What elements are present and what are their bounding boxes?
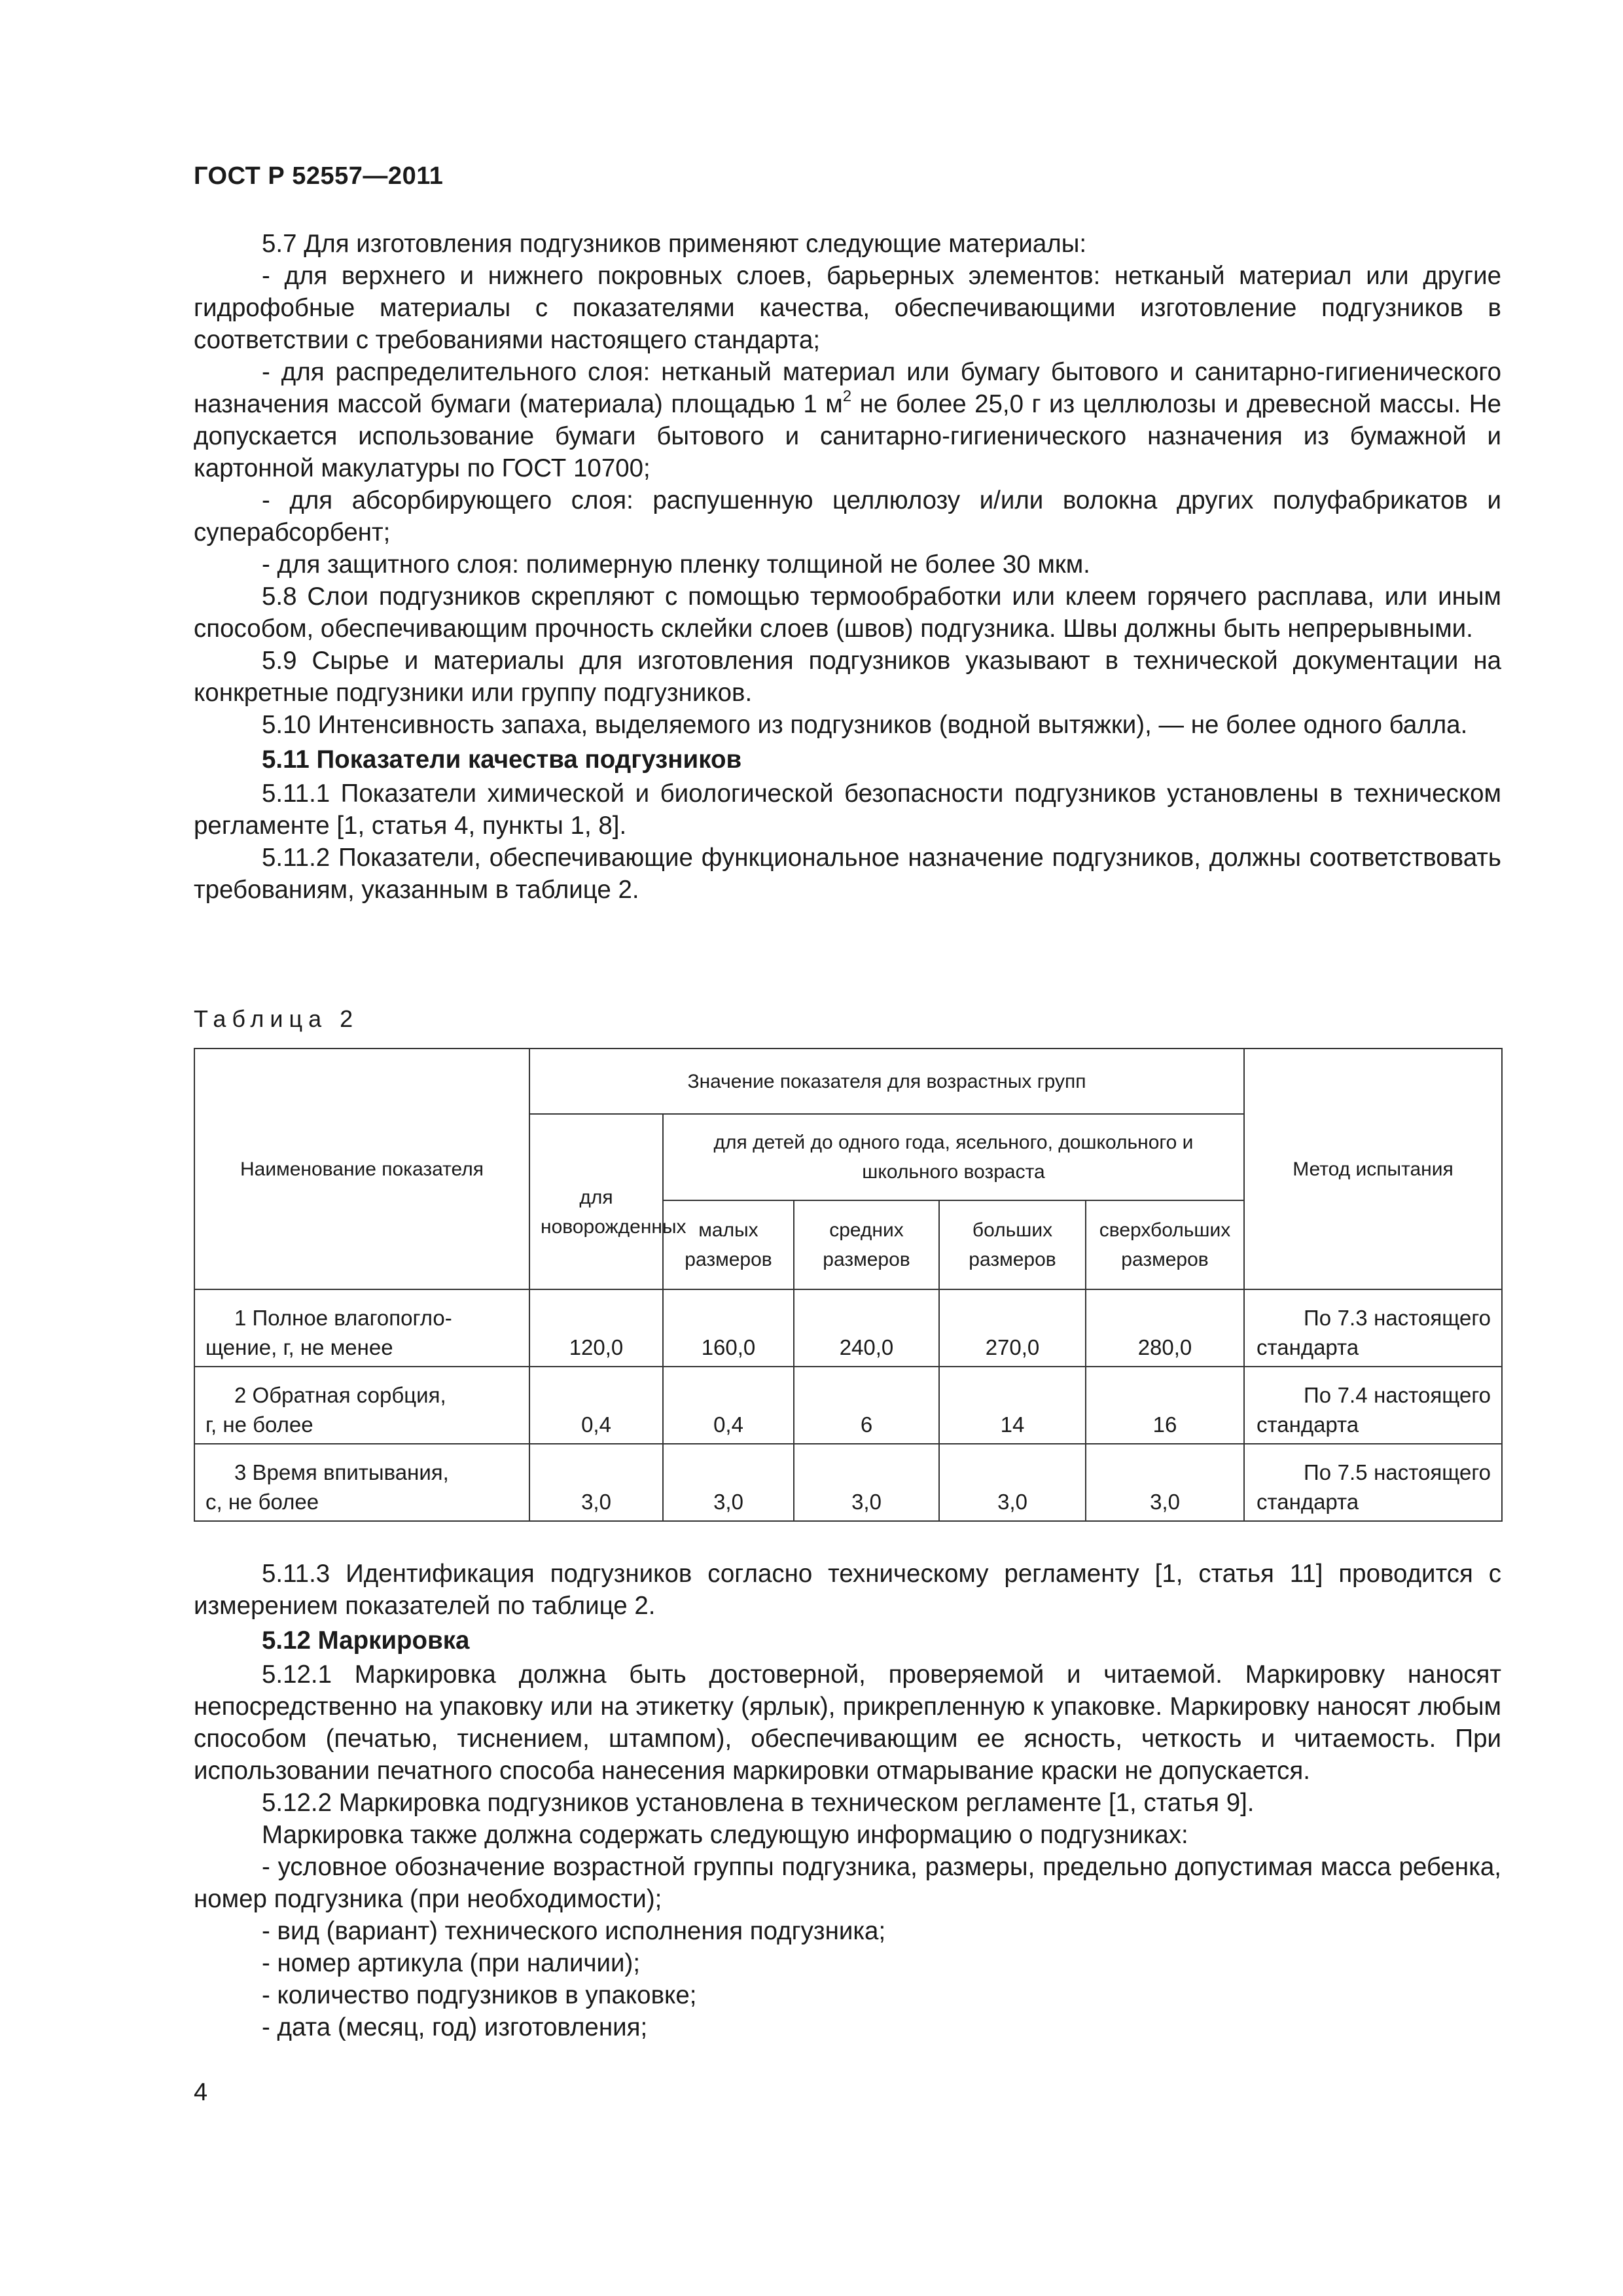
superscript: 2 — [842, 387, 852, 405]
table-row — [194, 1289, 1502, 1367]
value-xlarge: 3,0 — [1086, 1444, 1244, 1521]
list-item: - вид (вариант) технического исполнения подгузника; — [262, 1917, 886, 1945]
paragraph-5-11-1: 5.11.1 Показатели химической и биологической безопасности подгузников установлены в техническом регламенте [1, статья 4, пункты 1, 8]. — [194, 780, 1501, 840]
page-number: 4 — [194, 2079, 208, 2106]
paragraph-5-12-1: 5.12.1 Маркировка должна быть достоверной, проверяемой и читаемой. Маркировку наносят непосредственно на упаковку или на этикетку (ярлык), прикрепленную к упаковке. Маркировку наносят любым способом (печатью, тиснением, штампом), обеспечивающим ее ясность, четкость и читаемость. При использовании печатного способа нанесения маркировки отмарывание краски не допускается. — [194, 1660, 1501, 1785]
value-large: 3,0 — [939, 1444, 1086, 1521]
row-indicator-name — [194, 1367, 529, 1444]
paragraph-5-10: 5.10 Интенсивность запаха, выделяемого из подгузников (водной вытяжки), — не более одного балла. — [262, 711, 1468, 739]
header-medium: средних размеров — [794, 1200, 939, 1289]
item-2-text-b: не более 25,0 г из целлюлозы и древесной массы. Не допускается использование бумаги бытового и санитарно-гигиенического назначения из бумажной и картонной макулатуры по ГОСТ 10700; — [194, 390, 1501, 482]
header-indicator-name: Наименование показателя — [194, 1049, 529, 1289]
list-item: - количество подгузников в упаковке; — [262, 1981, 697, 2009]
paragraph-5-12-intro: Маркировка также должна содержать следующую информацию о подгузниках: — [262, 1821, 1188, 1849]
item-2-text-a: - для распределительного слоя: нетканый материал или бумагу бытового и санитарно-гигиенического назначения массой бумаги (материала) площадью 1 м — [194, 358, 1501, 418]
paragraph-5-11-2: 5.11.2 Показатели, обеспечивающие функциональное назначение подгузников, должны соответствовать требованиям, указанным в таблице 2. — [194, 844, 1501, 904]
heading-5-12: 5.12 Маркировка — [262, 1626, 470, 1655]
value-xlarge: 16 — [1086, 1367, 1244, 1444]
paragraph-5-12-2: 5.12.2 Маркировка подгузников установлена в техническом регламенте [1, статья 9]. — [262, 1789, 1255, 1817]
header-xlarge: сверхбольших размеров — [1086, 1200, 1244, 1289]
header-method: Метод испытания — [1244, 1049, 1502, 1289]
name-line-2: с, не более — [205, 1490, 319, 1514]
value-large: 270,0 — [939, 1289, 1086, 1367]
table-2 — [194, 1048, 1503, 1522]
paragraph-5-7-item-4: - для защитного слоя: полимерную пленку толщиной не более 30 мкм. — [262, 550, 1090, 579]
paragraph-5-7-item-3: - для абсорбирующего слоя: распушенную целлюлозу и/или волокна других полуфабрикатов и суперабсорбент; — [194, 486, 1501, 547]
name-line-1: 1 Полное влагопогло- — [234, 1306, 452, 1330]
paragraph-5-11-3: 5.11.3 Идентификация подгузников согласно техническому регламенту [1, статья 11] проводится с измерением показателей по таблице 2. — [194, 1560, 1501, 1620]
paragraph-5-7-item-2 — [194, 356, 1501, 484]
value-large: 14 — [939, 1367, 1086, 1444]
header-small: малых размеров — [663, 1200, 794, 1289]
list-item: - дата (месяц, год) изготовления; — [262, 2013, 648, 2041]
header-children: для детей до одного года, ясельного, дошкольного и школьного возраста — [663, 1114, 1244, 1200]
name-line-2: щение, г, не менее — [205, 1335, 393, 1359]
table-caption: Таблица 2 — [194, 1005, 359, 1032]
value-newborn: 0,4 — [529, 1367, 663, 1444]
value-newborn: 120,0 — [529, 1289, 663, 1367]
heading-5-11: 5.11 Показатели качества подгузников — [262, 745, 742, 774]
paragraph-5-7-item-1: - для верхнего и нижнего покровных слоев, барьерных элементов: нетканый материал или другие гидрофобные материалы с показателями качества, обеспечивающими изготовление подгузников в соответствии с требованиями настоящего стандарта; — [194, 262, 1501, 354]
header-newborn: для новорожденных — [529, 1114, 663, 1289]
test-method: По 7.5 настоящего стандарта — [1244, 1444, 1502, 1521]
test-method: По 7.3 настоящего стандарта — [1244, 1289, 1502, 1367]
document-body — [194, 228, 1501, 906]
value-xlarge: 280,0 — [1086, 1289, 1244, 1367]
value-small: 160,0 — [663, 1289, 794, 1367]
name-line-1: 3 Время впитывания, — [234, 1460, 449, 1484]
value-medium: 3,0 — [794, 1444, 939, 1521]
list-item: - условное обозначение возрастной группы подгузника, размеры, предельно допустимая масса ребенка, номер подгузника (при необходимости); — [194, 1853, 1501, 1913]
row-indicator-name — [194, 1289, 529, 1367]
row-indicator-name — [194, 1444, 529, 1521]
value-small: 0,4 — [663, 1367, 794, 1444]
value-small: 3,0 — [663, 1444, 794, 1521]
value-newborn: 3,0 — [529, 1444, 663, 1521]
name-line-2: г, не более — [205, 1412, 313, 1437]
list-item: - номер артикула (при наличии); — [262, 1949, 641, 1977]
header-values: Значение показателя для возрастных групп — [529, 1049, 1244, 1114]
value-medium: 6 — [794, 1367, 939, 1444]
header-large: больших размеров — [939, 1200, 1086, 1289]
document-header: ГОСТ Р 52557—2011 — [194, 162, 444, 190]
paragraph-5-9: 5.9 Сырье и материалы для изготовления подгузников указывают в технической документации на конкретные подгузники или группу подгузников. — [194, 647, 1501, 707]
value-medium: 240,0 — [794, 1289, 939, 1367]
table-row — [194, 1444, 1502, 1521]
name-line-1: 2 Обратная сорбция, — [234, 1383, 446, 1407]
document-body-continued — [194, 1558, 1501, 2043]
paragraph-5-8: 5.8 Слои подгузников скрепляют с помощью термообработки или клеем горячего расплава, или иным способом, обеспечивающим прочность склейки слоев (швов) подгузника. Швы должны быть непрерывными. — [194, 583, 1501, 643]
test-method: По 7.4 настоящего стандарта — [1244, 1367, 1502, 1444]
paragraph-5-7-intro: 5.7 Для изготовления подгузников применяют следующие материалы: — [262, 230, 1087, 258]
table-row — [194, 1367, 1502, 1444]
